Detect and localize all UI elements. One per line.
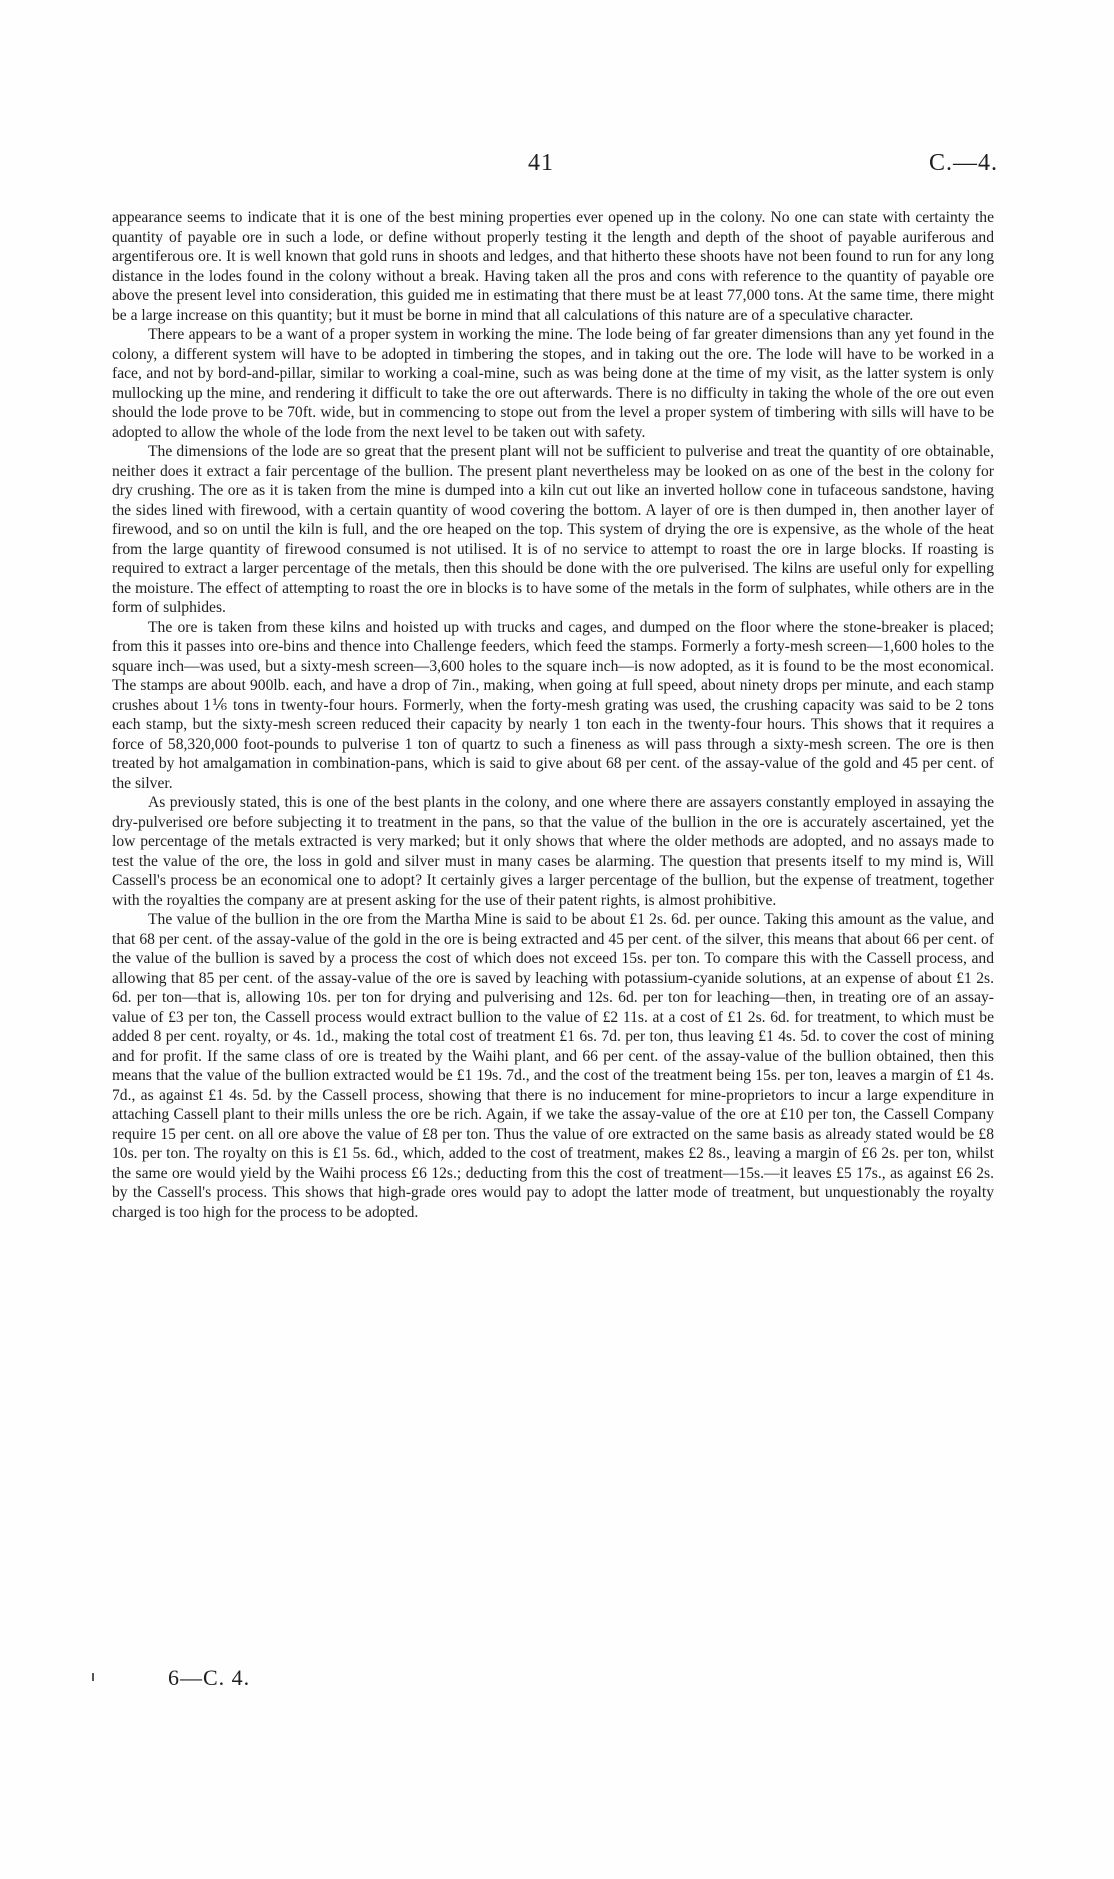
paragraph-mining-system: There appears to be a want of a proper system in working the mine. The lode being of far greater dimensions than any yet found in the colony, a different system will have to be adopted in timbering the stopes, and in taking out the ore. The lode will have to be worked in a face, and not by bord-and-pillar, similar to working a coal-mine, such as was being done at the time of my visit, as the latter system is only mullocking up the mine, and rendering it difficult to take the ore out afterwards. There is no difficulty in taking the whole of the ore out even should the lode prove to be 70ft. wide, but in commencing to stope out from the level a proper system of timbering with sills will have to be adopted to allow the whole of the lode from the next level to be taken out with safety. — [112, 326, 994, 441]
paragraph-plant-and-kilns: The dimensions of the lode are so great that the present plant will not be sufficient to pulverise and treat the quantity of ore obtainable, neither does it extract a fair percentage of the bullion. The present plant nevertheless may be looked on as one of the best in the colony for dry crushing. The ore as it is taken from the mine is dumped into a kiln cut out like an inverted hollow cone in tufaceous sandstone, having the sides lined with firewood, with a certain quantity of wood covering the bottom. A layer of ore is then dumped in, then another layer of firewood, and so on until the kiln is full, and the ore heaped on the top. This system of drying the ore is expensive, as the whole of the heat from the large quantity of firewood consumed is not utilised. It is of no service to attempt to roast the ore in large blocks. If roasting is required to extract a larger percentage of the metals, then this should be done with the ore pulverised. The kilns are useful only for expelling the moisture. The effect of attempting to roast the ore in blocks is to have some of the metals in the form of sulphates, while others are in the form of sulphides. — [112, 443, 994, 616]
paragraph-stamps: The ore is taken from these kilns and hoisted up with trucks and cages, and dumped on the floor where the stone-breaker is placed; from this it passes into ore-bins and thence into Challenge feeders, which feed the stamps. Formerly a forty-mesh screen—1,600 holes to the square inch—was used, but a sixty-mesh screen—3,600 holes to the square inch—is now adopted, as it is found to be the most economical. The stamps are about 900lb. each, and have a drop of 7in., making, when going at full speed, about ninety drops per minute, and each stamp crushes about 1⅙ tons in twenty-four hours. Formerly, when the forty-mesh grating was used, the crushing capacity was said to be 2 tons each stamp, but the sixty-mesh screen reduced their capacity by nearly 1 ton each in the twenty-four hours. This shows that it requires a force of 58,320,000 foot-pounds to pulverise 1 ton of quartz to such a fineness as will pass through a sixty-mesh screen. The ore is then treated by hot amalgamation in combination-pans, which is said to give about 68 per cent. of the assay-value of the gold and 45 per cent. of the silver. — [112, 618, 994, 792]
margin-mark — [92, 1673, 94, 1681]
page-header — [0, 150, 1114, 190]
signature-mark: 6—C. 4. — [168, 1665, 251, 1690]
paragraph-cost-comparison: The value of the bullion in the ore from the Martha Mine is said to be about £1 2s. 6d. per ounce. Taking this amount as the value, and that 68 per cent. of the assay-value of the gold in the ore is being extracted and 45 per cent. of the silver, this means that about 66 per cent. of the value of the bullion is saved by a process the cost of which does not exceed 15s. per ton. To compare this with the Cassell process, and allowing that 85 per cent. of the assay-value of the ore is saved by leaching with potassium-cyanide solutions, at an expense of about £1 2s. 6d. per ton—that is, allowing 10s. per ton for drying and pulverising and 12s. 6d. per ton for leaching—then, in treating ore of an assay-value of £3 per ton, the Cassell process would extract bullion to the value of £2 11s. at a cost of £1 2s. 6d. for treatment, to which must be added 8 per cent. royalty, or 4s. 1d., making the total cost of treatment £1 6s. 7d. per ton, thus leaving £1 4s. 5d. to cover the cost of mining and for profit. If the same class of ore is treated by the Waihi plant, and 66 per cent. of the assay-value of the bullion obtained, then this means that the value of the bullion extracted would be £1 19s. 7d., and the cost of the treatment being 15s. per ton, leaves a margin of £1 4s. 7d., as against £1 4s. 5d. by the Cassell process, showing that there is no inducement for mine-proprietors to incur a large expenditure in attaching Cassell plant to their mills unless the ore be rich. Again, if we take the assay-value of the ore at £10 per ton, the Cassell Company require 15 per cent. on all ore above the value of £8 per ton. Thus the value of ore extracted on the same basis as already stated would be £8 10s. per ton. The royalty on this is £1 5s. 6d., which, added to the cost of treatment, makes £2 8s., leaving a margin of £6 2s. per ton, whilst the same ore would yield by the Waihi process £6 12s.; deducting from this the cost of treatment—15s.—it leaves £5 17s., as against £6 2s. by the Cassell's process. This shows that high-grade ores would pay to adopt the latter mode of treatment, but unquestionably the royalty charged is too high for the process to be adopted. — [112, 911, 994, 1221]
page-number: 41 — [528, 150, 554, 176]
body-text — [112, 208, 994, 1222]
document-reference: C.—4. — [928, 150, 998, 176]
paragraph-assaying: As previously stated, this is one of the best plants in the colony, and one where there are assayers constantly employed in assaying the dry-pulverised ore before subjecting it to treatment in the pans, so that the value of the bullion in the ore is accurately ascertained, yet the low percentage of the metals extracted is very marked; but it only shows that where the older methods are adopted, and no assays made to test the value of the ore, the loss in gold and silver must in many cases be alarming. The question that presents itself to my mind is, Will Cassell's process be an economical one to adopt? It certainly gives a larger percentage of the bullion, but the expense of treatment, together with the royalties the company are at present asking for the use of their patent rights, is almost prohibitive. — [112, 794, 994, 909]
paragraph-continuation: appearance seems to indicate that it is one of the best mining properties ever opened up in the colony. No one can state with certainty the quantity of payable ore in such a lode, or define without properly testing it the length and depth of the shoot of payable auriferous and argentiferous ore. It is well known that gold runs in shoots and ledges, and that hitherto these shoots have not been found to run for any long distance in the lodes found in the colony without a break. Having taken all the pros and cons with reference to the quantity of payable ore above the present level into consideration, this guided me in estimating that there must be at least 77,000 tons. At the same time, there might be a large increase on this quantity; but it must be borne in mind that all calculations of this nature are of a speculative character. — [112, 209, 994, 324]
